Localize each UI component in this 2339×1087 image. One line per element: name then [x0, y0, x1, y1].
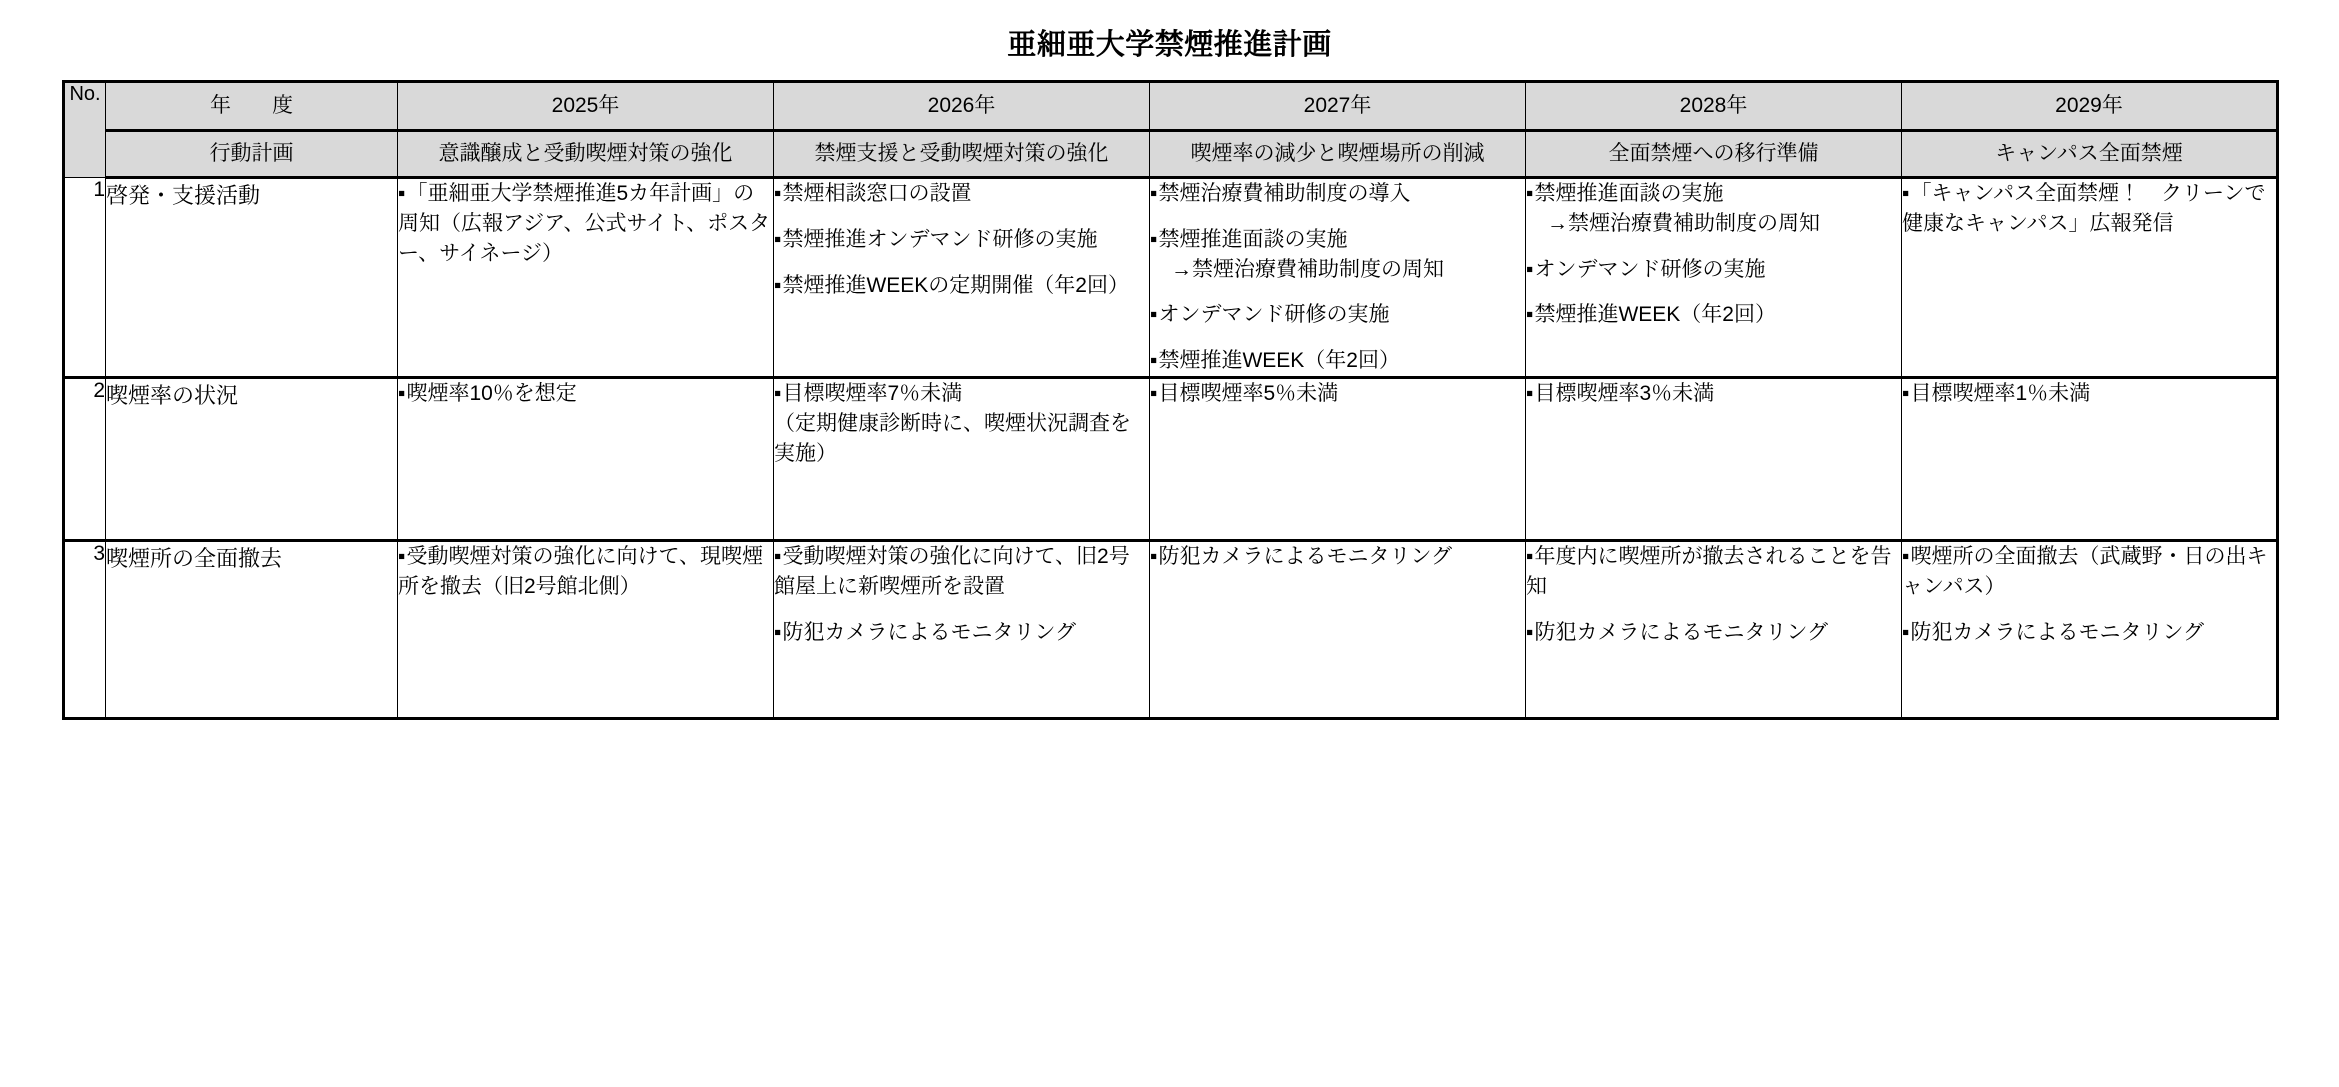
list-item	[1526, 300, 1901, 330]
bullet-text: 禁煙推進面談の実施	[1534, 182, 1724, 205]
bullet-text: 禁煙治療費補助制度の導入	[1158, 182, 1411, 205]
list-item	[1526, 179, 1901, 239]
cell-row1-2026	[774, 178, 1150, 378]
bullet-text: 禁煙推進面談の実施	[1158, 227, 1348, 251]
bullet-text: 喫煙所の全面撤去（武蔵野・日の出キャンパス）	[1902, 545, 2268, 598]
bullet-glyph: ▪	[1902, 382, 1910, 406]
table-row	[64, 178, 2278, 378]
table-row	[64, 378, 2278, 541]
bullet-text: 目標喫煙率5％未満	[1158, 382, 1339, 406]
bullet-text: 受動喫煙対策の強化に向けて、旧2号館屋上に新喫煙所を設置	[774, 545, 1130, 598]
bullet-glyph: ▪	[1150, 349, 1158, 373]
header-year-2028: 2028年	[1526, 82, 1902, 131]
bullet-text: 防犯カメラによるモニタリング	[1534, 620, 1829, 644]
bullet-text: 目標喫煙率1％未満	[1910, 382, 2091, 406]
list-item	[1150, 300, 1525, 330]
bullet-text: 禁煙推進オンデマンド研修の実施	[782, 227, 1098, 251]
header-year-2026: 2026年	[774, 82, 1150, 131]
cell-row2-2028	[1526, 378, 1902, 541]
list-item	[1150, 379, 1525, 409]
bullet-glyph: ▪	[1902, 620, 1910, 644]
cell-row3-2029	[1902, 541, 2278, 719]
bullet-text: 禁煙推進WEEKの定期開催（年2回）	[782, 273, 1129, 297]
header-row-label-year	[106, 82, 398, 131]
table-header	[64, 82, 2278, 178]
list-item	[398, 542, 773, 602]
header-no: No.	[64, 82, 106, 178]
bullet-text: 防犯カメラによるモニタリング	[782, 620, 1077, 644]
bullet-list	[1150, 179, 1525, 376]
header-row-action-plan	[64, 131, 2278, 178]
bullet-subtext: →禁煙治療費補助制度の周知	[1526, 211, 1820, 235]
bullet-text: 「キャンパス全面禁煙！ クリーンで健康なキャンパス」広報発信	[1902, 182, 2266, 235]
list-item	[774, 225, 1149, 255]
bullet-list	[1526, 179, 1901, 330]
page-title: 亜細亜大学禁煙推進計画	[1007, 29, 1332, 61]
bullet-glyph: ▪	[1150, 227, 1158, 251]
cell-row3-2028	[1526, 541, 1902, 719]
header-row-year	[64, 82, 2278, 131]
bullet-glyph: ▪	[1150, 182, 1158, 205]
bullet-text: 目標喫煙率3％未満	[1534, 382, 1715, 406]
cell-row1-2025	[398, 178, 774, 378]
header-plan-2029: キャンパス全面禁煙	[1902, 131, 2278, 178]
bullet-glyph: ▪	[774, 620, 782, 644]
header-plan-2028: 全面禁煙への移行準備	[1526, 131, 1902, 178]
bullet-glyph: ▪	[398, 182, 406, 205]
header-year-label-text: 年 度	[210, 94, 303, 117]
list-item	[398, 179, 773, 268]
list-item	[1902, 618, 2276, 648]
table-body	[64, 178, 2278, 719]
bullet-glyph: ▪	[774, 227, 782, 251]
cell-row3-2027	[1150, 541, 1526, 719]
bullet-subtext: →禁煙治療費補助制度の周知	[1150, 257, 1444, 281]
list-item	[774, 379, 1149, 468]
row-number: 2	[64, 378, 106, 541]
bullet-list	[398, 379, 773, 409]
header-plan-2025: 意識醸成と受動喫煙対策の強化	[398, 131, 774, 178]
bullet-list	[774, 379, 1149, 468]
table-container	[0, 80, 2339, 720]
bullet-list	[1902, 542, 2276, 647]
list-item	[1150, 542, 1525, 572]
list-item	[774, 271, 1149, 301]
bullet-glyph: ▪	[1526, 182, 1534, 205]
bullet-subtext: （定期健康診断時に、喫煙状況調査を実施）	[774, 411, 1131, 465]
row-number: 3	[64, 541, 106, 719]
bullet-list	[774, 179, 1149, 300]
cell-row1-2028	[1526, 178, 1902, 378]
row-number: 1	[64, 178, 106, 378]
list-item	[1902, 542, 2276, 602]
bullet-text: 防犯カメラによるモニタリング	[1158, 545, 1453, 569]
bullet-text: 喫煙率10％を想定	[406, 382, 577, 406]
bullet-text: 受動喫煙対策の強化に向けて、現喫煙所を撤去（旧2号館北側）	[398, 545, 764, 598]
list-item	[774, 618, 1149, 648]
header-plan-2027: 喫煙率の減少と喫煙場所の削減	[1150, 131, 1526, 178]
cell-row2-2026	[774, 378, 1150, 541]
bullet-glyph: ▪	[1526, 257, 1534, 281]
list-item	[398, 379, 773, 409]
bullet-text: 目標喫煙率7％未満	[782, 382, 963, 406]
bullet-glyph: ▪	[1150, 382, 1158, 406]
bullet-glyph: ▪	[1526, 620, 1534, 644]
bullet-list	[1902, 179, 2276, 239]
header-row-label-plan: 行動計画	[106, 131, 398, 178]
row-item-label: 喫煙率の状況	[106, 378, 398, 541]
list-item	[774, 542, 1149, 602]
row-item-label: 喫煙所の全面撤去	[106, 541, 398, 719]
bullet-list	[398, 179, 773, 268]
bullet-glyph: ▪	[774, 382, 782, 406]
bullet-glyph: ▪	[1902, 545, 1910, 569]
bullet-glyph: ▪	[1526, 382, 1534, 406]
header-year-2027: 2027年	[1150, 82, 1526, 131]
bullet-list	[1526, 379, 1901, 409]
bullet-glyph: ▪	[774, 273, 782, 297]
list-item	[1526, 255, 1901, 285]
header-year-2029: 2029年	[1902, 82, 2278, 131]
cell-row2-2027	[1150, 378, 1526, 541]
list-item	[1902, 179, 2276, 239]
list-item	[1902, 379, 2276, 409]
bullet-list	[774, 542, 1149, 647]
bullet-glyph: ▪	[774, 182, 782, 205]
bullet-text: 「亜細亜大学禁煙推進5カ年計画」の周知（広報アジア、公式サイト、ポスター、サイネージ）	[398, 182, 771, 265]
bullet-text: オンデマンド研修の実施	[1534, 257, 1766, 281]
bullet-list	[1150, 542, 1525, 572]
bullet-text: 禁煙推進WEEK（年2回）	[1158, 349, 1400, 373]
smoking-plan-table	[62, 80, 2279, 720]
list-item	[1150, 225, 1525, 285]
bullet-text: 防犯カメラによるモニタリング	[1910, 620, 2205, 644]
bullet-text: 禁煙推進WEEK（年2回）	[1534, 303, 1776, 327]
cell-row1-2029	[1902, 178, 2278, 378]
list-item	[1150, 346, 1525, 376]
cell-row2-2029	[1902, 378, 2278, 541]
bullet-glyph: ▪	[1526, 303, 1534, 327]
bullet-list	[1902, 379, 2276, 409]
cell-row2-2025	[398, 378, 774, 541]
row-item-label: 啓発・支援活動	[106, 178, 398, 378]
cell-row1-2027	[1150, 178, 1526, 378]
cell-row3-2025	[398, 541, 774, 719]
list-item	[1526, 618, 1901, 648]
bullet-glyph: ▪	[1150, 545, 1158, 569]
bullet-glyph: ▪	[1526, 545, 1534, 569]
list-item	[1526, 379, 1901, 409]
header-year-2025: 2025年	[398, 82, 774, 131]
bullet-glyph: ▪	[774, 545, 782, 569]
list-item	[774, 179, 1149, 209]
bullet-glyph: ▪	[398, 545, 406, 569]
list-item	[1526, 542, 1901, 602]
bullet-glyph: ▪	[1150, 303, 1158, 327]
bullet-glyph: ▪	[398, 382, 406, 406]
bullet-text: 禁煙相談窓口の設置	[782, 182, 972, 205]
bullet-text: オンデマンド研修の実施	[1158, 303, 1390, 327]
bullet-list	[398, 542, 773, 602]
table-row	[64, 541, 2278, 719]
header-plan-2026: 禁煙支援と受動喫煙対策の強化	[774, 131, 1150, 178]
bullet-glyph: ▪	[1902, 182, 1910, 205]
list-item	[1150, 179, 1525, 209]
bullet-list	[1526, 542, 1901, 647]
cell-row3-2026	[774, 541, 1150, 719]
bullet-text: 年度内に喫煙所が撤去されることを告知	[1526, 545, 1892, 598]
bullet-list	[1150, 379, 1525, 409]
